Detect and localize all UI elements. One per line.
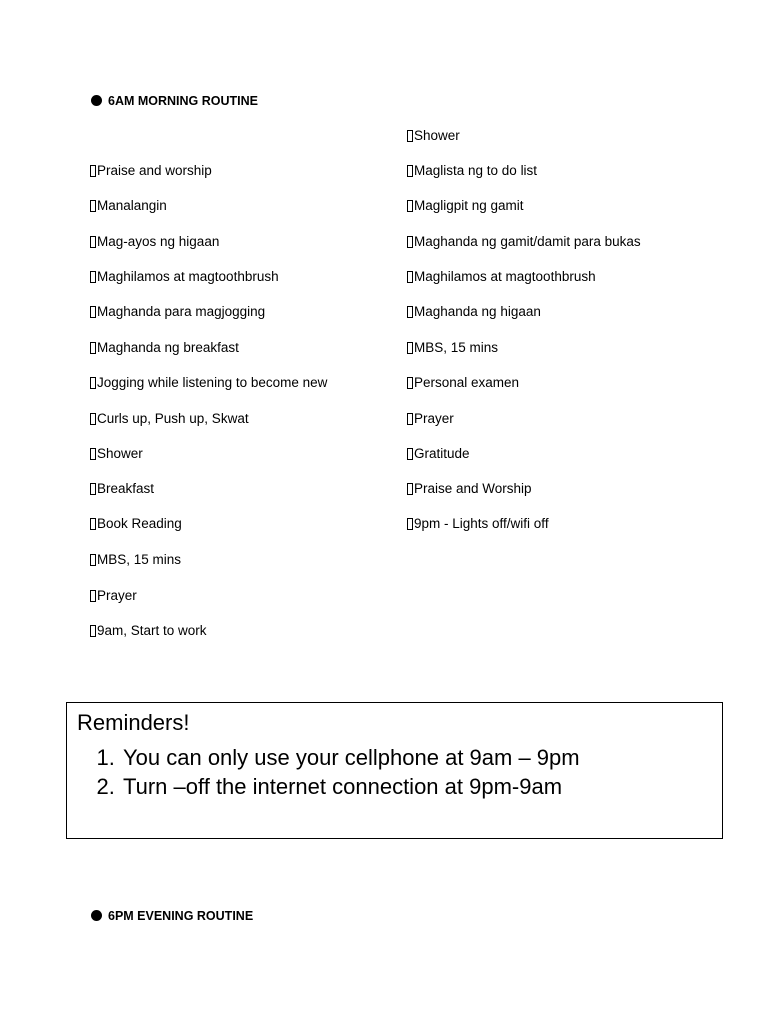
checkbox-icon bbox=[407, 306, 413, 318]
evening-routine-heading bbox=[91, 908, 253, 924]
checkbox-icon bbox=[407, 483, 413, 495]
list-item-label: Personal examen bbox=[414, 375, 520, 390]
checkbox-icon bbox=[90, 413, 96, 425]
list-item bbox=[90, 374, 327, 392]
list-item bbox=[90, 233, 219, 251]
checkbox-icon bbox=[90, 165, 96, 177]
list-item bbox=[407, 268, 596, 286]
checkbox-icon bbox=[90, 306, 96, 318]
list-item bbox=[407, 339, 498, 357]
list-item bbox=[90, 480, 154, 498]
checkbox-icon bbox=[90, 554, 96, 566]
checkbox-icon bbox=[90, 483, 96, 495]
list-item-label: Book Reading bbox=[97, 516, 182, 531]
list-item bbox=[90, 303, 265, 321]
list-item bbox=[407, 162, 537, 180]
list-item-label: Prayer bbox=[97, 588, 137, 603]
list-item bbox=[407, 445, 470, 463]
checkbox-icon bbox=[407, 165, 413, 177]
list-item bbox=[407, 515, 549, 533]
checkbox-icon bbox=[90, 377, 96, 389]
list-item bbox=[407, 127, 460, 145]
list-item bbox=[407, 233, 641, 251]
list-item-label: Prayer bbox=[414, 411, 454, 426]
checkbox-icon bbox=[407, 236, 413, 248]
list-item-label: Shower bbox=[414, 128, 460, 143]
list-item bbox=[90, 339, 239, 357]
list-item bbox=[90, 587, 137, 605]
checkbox-icon bbox=[407, 448, 413, 460]
checkbox-icon bbox=[407, 342, 413, 354]
list-item-label: Maghilamos at magtoothbrush bbox=[414, 269, 596, 284]
list-item-label: Breakfast bbox=[97, 481, 155, 496]
list-item-label: MBS, 15 mins bbox=[97, 552, 182, 567]
list-item-label: Manalangin bbox=[97, 198, 167, 213]
checkbox-icon bbox=[90, 236, 96, 248]
list-item-label: Praise and Worship bbox=[414, 481, 532, 496]
list-item-label: Jogging while listening to become new bbox=[97, 375, 328, 390]
list-item bbox=[407, 303, 541, 321]
checkbox-icon bbox=[407, 271, 413, 283]
list-item bbox=[407, 480, 532, 498]
list-item bbox=[90, 551, 181, 569]
reminders-list bbox=[77, 743, 712, 801]
checkbox-icon bbox=[90, 271, 96, 283]
list-item bbox=[90, 410, 249, 428]
list-item-label: 9am, Start to work bbox=[97, 623, 207, 638]
list-item bbox=[407, 410, 454, 428]
reminders-title: Reminders! bbox=[77, 710, 190, 735]
morning-routine-heading bbox=[91, 93, 258, 109]
list-item-label: Maghanda para magjogging bbox=[97, 304, 266, 319]
reminder-item: 1. You can only use your cellphone at 9am – 9pm bbox=[121, 743, 712, 772]
list-item-label: Shower bbox=[97, 446, 143, 461]
list-item-label: Mag-ayos ng higaan bbox=[97, 234, 220, 249]
checkbox-icon bbox=[90, 448, 96, 460]
list-item-label: 9pm - Lights off/wifi off bbox=[414, 516, 549, 531]
bullet-icon bbox=[91, 95, 102, 106]
evening-heading-text: 6PM EVENING ROUTINE bbox=[108, 909, 254, 923]
list-item-label: Praise and worship bbox=[97, 163, 212, 178]
checkbox-icon bbox=[407, 518, 413, 530]
list-item-label: Maghanda ng higaan bbox=[414, 304, 541, 319]
list-item-label: Maglista ng to do list bbox=[414, 163, 538, 178]
list-item bbox=[407, 197, 524, 215]
reminder-item: 2. Turn –off the internet connection at 9pm-9am bbox=[121, 772, 712, 801]
checkbox-icon bbox=[407, 200, 413, 212]
checkbox-icon bbox=[90, 625, 96, 637]
checkbox-icon bbox=[90, 518, 96, 530]
checkbox-icon bbox=[407, 413, 413, 425]
checkbox-icon bbox=[90, 590, 96, 602]
list-item-label: Maghilamos at magtoothbrush bbox=[97, 269, 279, 284]
list-item-label: Curls up, Push up, Skwat bbox=[97, 411, 249, 426]
morning-heading-text: 6AM MORNING ROUTINE bbox=[108, 94, 258, 108]
list-item bbox=[90, 268, 279, 286]
list-item-label: Magligpit ng gamit bbox=[414, 198, 524, 213]
list-item bbox=[90, 445, 143, 463]
checkbox-icon bbox=[90, 342, 96, 354]
list-item bbox=[90, 515, 182, 533]
list-item bbox=[407, 374, 519, 392]
list-item bbox=[90, 162, 212, 180]
list-item bbox=[90, 622, 207, 640]
bullet-icon bbox=[91, 910, 102, 921]
checkbox-icon bbox=[407, 130, 413, 142]
list-item-label: Maghanda ng gamit/damit para bukas bbox=[414, 234, 641, 249]
list-item-label: Gratitude bbox=[414, 446, 470, 461]
checkbox-icon bbox=[90, 200, 96, 212]
list-item-label: MBS, 15 mins bbox=[414, 340, 499, 355]
checkbox-icon bbox=[407, 377, 413, 389]
reminders-box bbox=[66, 702, 723, 839]
list-item bbox=[90, 197, 167, 215]
list-item-label: Maghanda ng breakfast bbox=[97, 340, 239, 355]
